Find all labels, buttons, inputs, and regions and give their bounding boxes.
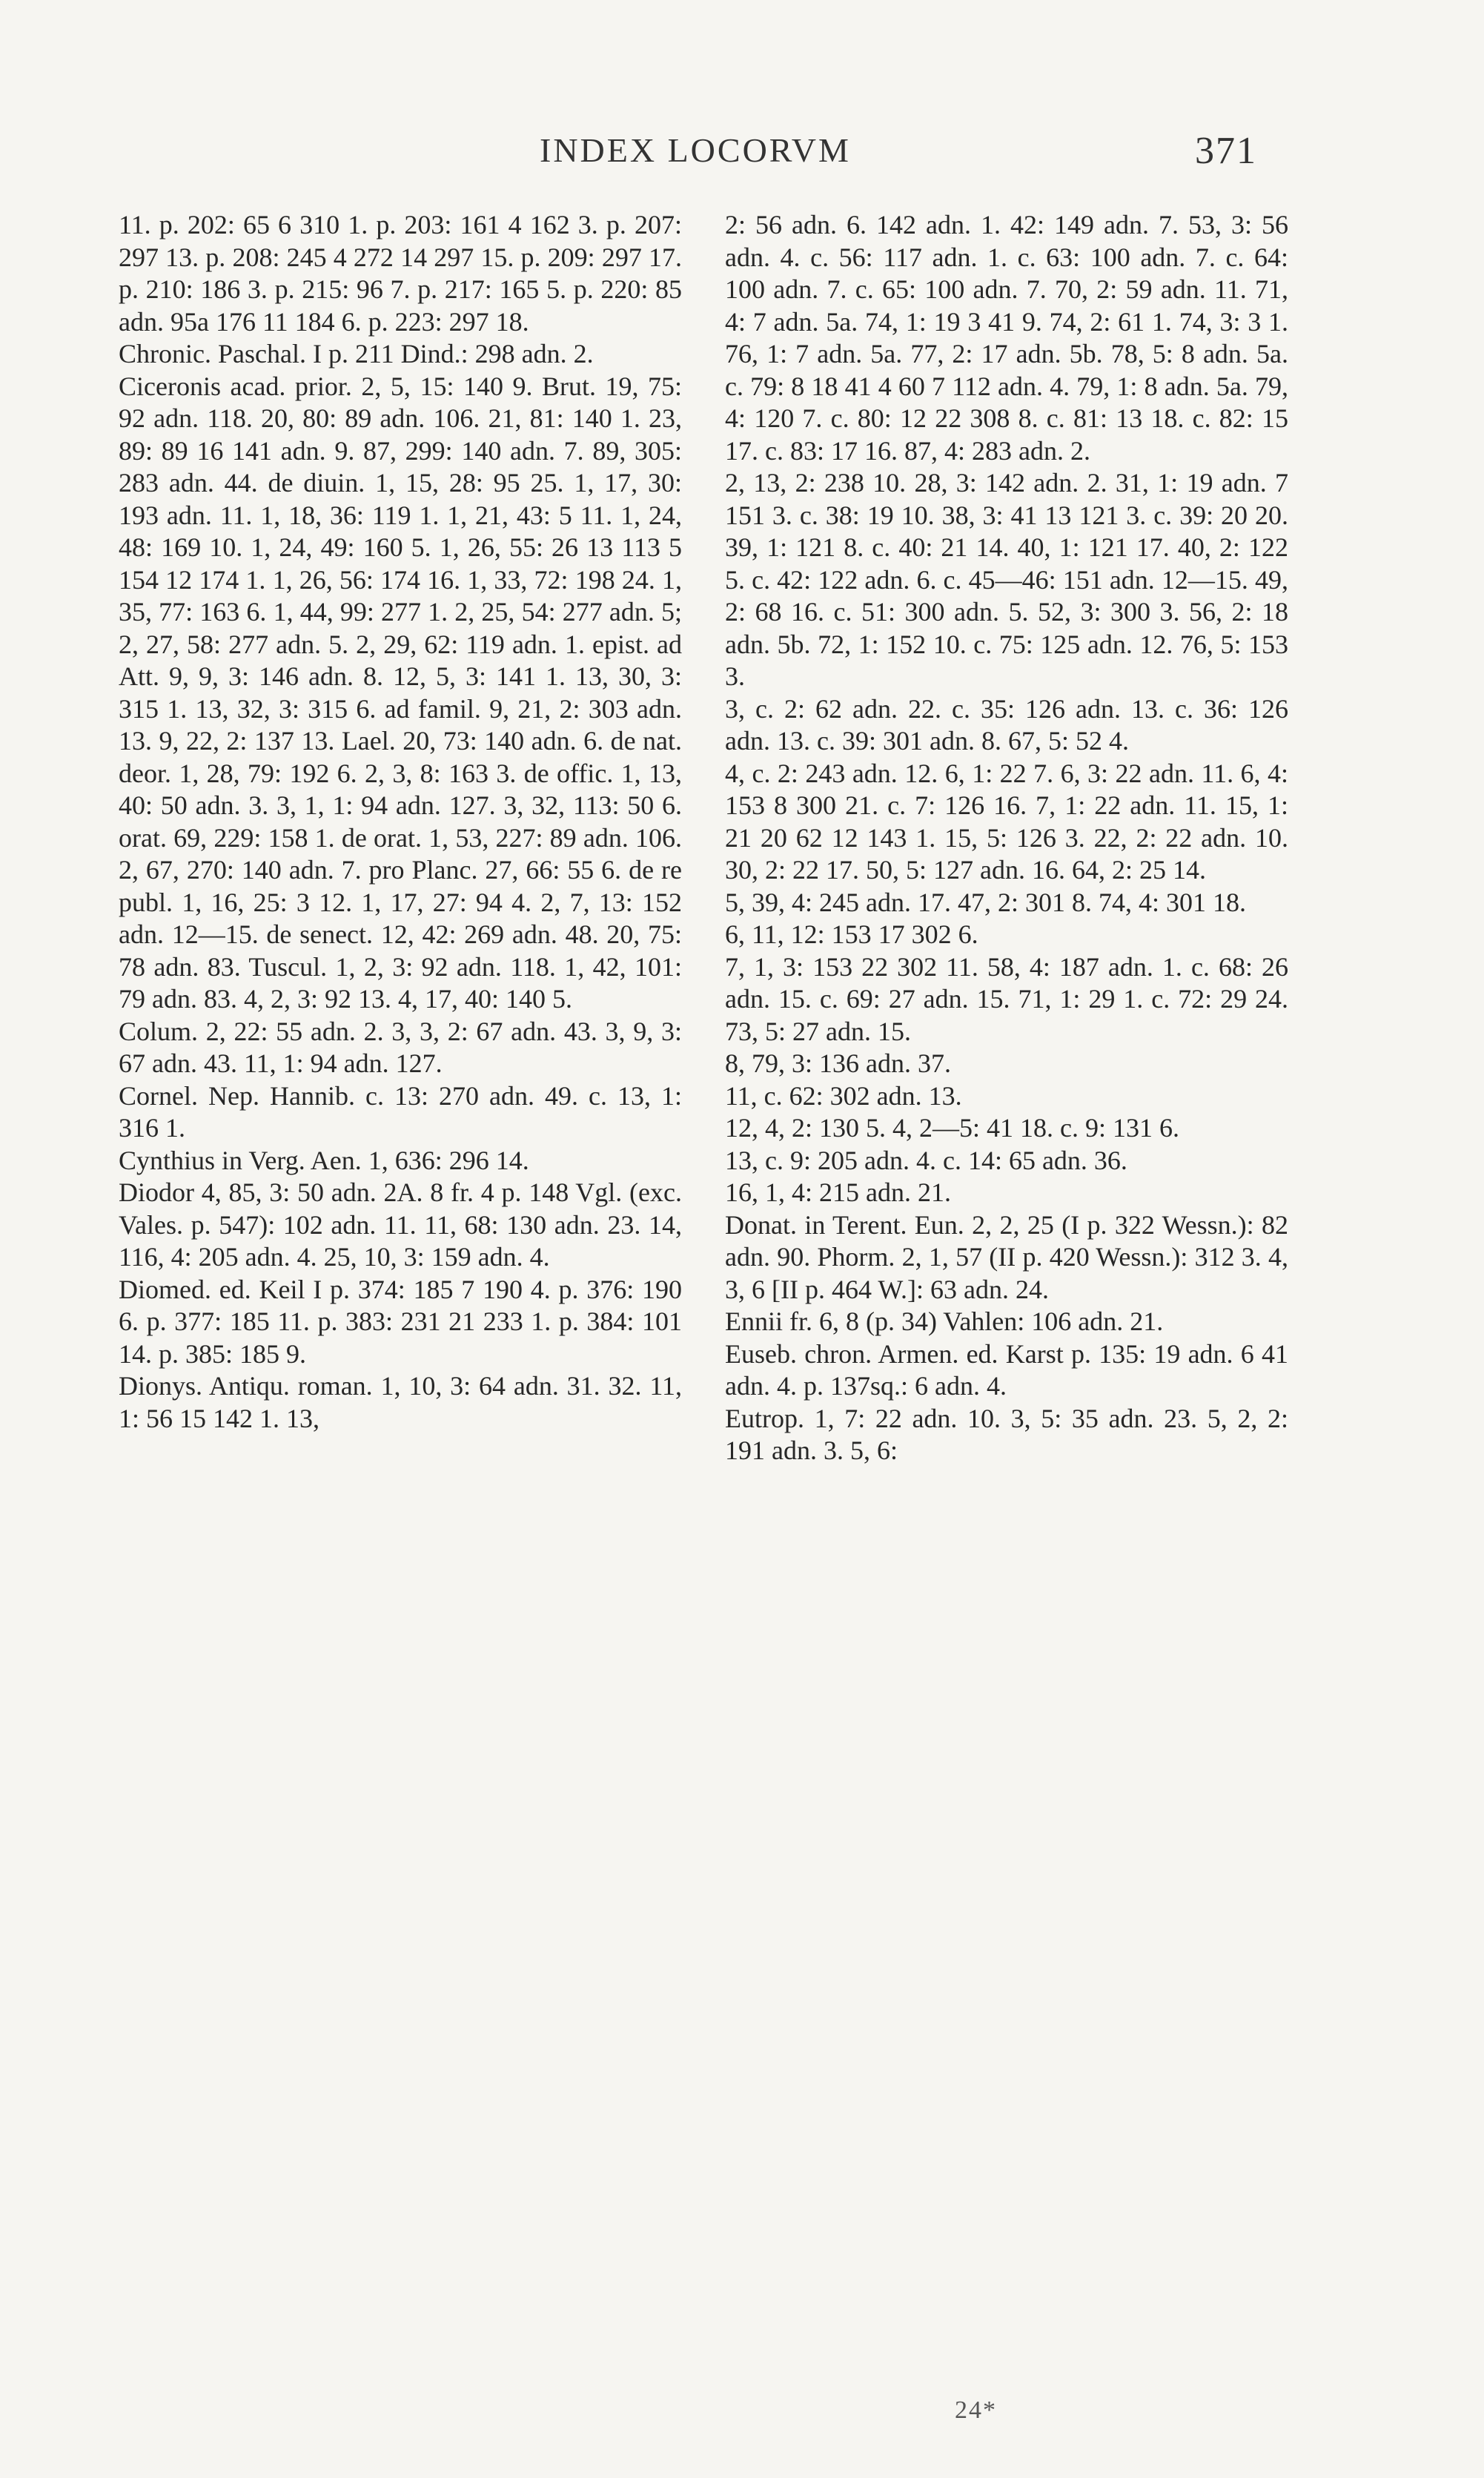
index-entry — [725, 1145, 1288, 1177]
index-entry — [725, 1338, 1288, 1403]
entry-text: 3, c. 2: 62 adn. 22. c. 35: 126 adn. 13. c. 36: 126 adn. 13. c. 39: 301 adn. 8. 67, 5: 52 4. — [725, 693, 1288, 756]
index-entry — [119, 1145, 682, 1177]
index-entry — [725, 1209, 1288, 1306]
page-title: INDEX LOCORVM — [540, 131, 851, 169]
entry-text: Chronic. Paschal. I p. 211 Dind.: 298 adn. 2. — [119, 339, 594, 369]
index-entry — [119, 1080, 682, 1145]
index-entry — [119, 209, 682, 338]
entry-text: 12, 4, 2: 130 5. 4, 2—5: 41 18. c. 9: 131 6. — [725, 1113, 1179, 1143]
index-entry — [725, 951, 1288, 1048]
entry-text: 2, 13, 2: 238 10. 28, 3: 142 adn. 2. 31, 1: 19 adn. 7 151 3. c. 38: 19 10. 38, 3: 41 13 121 3. c. 39: 20 20. 39, 1: 121 8. c. 40: 21 14. 40, 1: 121 17. 40, 2: 122 5. c. 42: 122 adn. 6. c. 45—46: 151 adn. 12—15. 49, 2: 68 16. c. 51: 300 adn. 5. 52, 3: 300 3. 56, 2: 18 adn. 5b. 72, 1: 152 10. c. 75: 125 adn. 12. 76, 5: 153 3. — [725, 468, 1288, 691]
index-entry — [725, 887, 1288, 919]
entry-text: Cornel. Nep. Hannib. c. 13: 270 adn. 49. c. 13, 1: 316 1. — [119, 1080, 682, 1143]
page-number: 371 — [1195, 130, 1257, 172]
entry-text: 4, c. 2: 243 adn. 12. 6, 1: 22 7. 6, 3: 22 adn. 11. 6, 4: 153 8 300 21. c. 7: 126 16. 7, 1: 22 adn. 11. 15, 1: 21 20 62 12 143 1. 15, 5: 126 3. 22, 2: 22 adn. 10. 30, 2: 22 17. 50, 5: 127 adn. 16. 64, 2: 25 14. — [725, 758, 1288, 885]
entry-text: Diomed. ed. Keil I p. 374: 185 7 190 4. p. 376: 190 6. p. 377: 185 11. p. 383: 231 21 233 1. p. 384: 101 14. p. 385: 185 9. — [119, 1274, 682, 1369]
index-entry — [725, 1403, 1288, 1467]
index-entry — [725, 209, 1288, 467]
entry-text: Cynthius in Verg. Aen. 1, 636: 296 14. — [119, 1145, 529, 1175]
signature-mark: 24* — [955, 2396, 997, 2424]
index-entry — [119, 371, 682, 1016]
index-entry — [119, 1274, 682, 1371]
running-head — [0, 130, 1484, 175]
index-entry — [119, 1016, 682, 1080]
index-entry — [725, 467, 1288, 693]
entry-text: 6, 11, 12: 153 17 302 6. — [725, 919, 978, 949]
entry-text: Ciceronis acad. prior. 2, 5, 15: 140 9. Brut. 19, 75: 92 adn. 118. 20, 80: 89 adn. 106. 21, 81: 140 1. 23, 89: 89 16 141 adn. 9. 87, 299: 140 adn. 7. 89, 305: 283 adn. 44. de diuin. 1, 15, 28: 95 25. 1, 17, 30: 193 adn. 11. 1, 18, 36: 119 1. 1, 21, 43: 5 11. 1, 24, 48: 169 10. 1, 24, 49: 160 5. 1, 26, 55: 26 13 113 5 154 12 174 1. 1, 26, 56: 174 16. 1, 33, 72: 198 24. 1, 35, 77: 163 6. 1, 44, 99: 277 1. 2, 25, 54: 277 adn. 5; 2, 27, 58: 277 adn. 5. 2, 29, 62: 119 adn. 1. epist. ad Att. 9, 9, 3: 146 adn. 8. 12, 5, 3: 141 1. 13, 30, 3: 315 1. 13, 32, 3: 315 6. ad famil. 9, 21, 2: 303 adn. 13. 9, 22, 2: 137 13. Lael. 20, 73: 140 adn. 6. de nat. deor. 1, 28, 79: 192 6. 2, 3, 8: 163 3. de offic. 1, 13, 40: 50 adn. 3. 3, 1, 1: 94 adn. 127. 3, 32, 113: 50 6. orat. 69, 229: 158 1. de orat. 1, 53, 227: 89 adn. 106. 2, 67, 270: 140 adn. 7. pro Planc. 27, 66: 55 6. de re publ. 1, 16, 25: 3 12. 1, 17, 27: 94 4. 2, 7, 13: 152 adn. 12—15. de senect. 12, 42: 269 adn. 48. 20, 75: 78 adn. 83. Tuscul. 1, 2, 3: 92 adn. 118. 1, 42, 101: 79 adn. 83. 4, 2, 3: 92 13. 4, 17, 40: 140 5. — [119, 371, 682, 1014]
entry-text: Donat. in Terent. Eun. 2, 2, 25 (I p. 322 Wessn.): 82 adn. 90. Phorm. 2, 1, 57 (II p. 420 Wessn.): 312 3. 4, 3, 6 [II p. 464 W.]: 63 adn. 24. — [725, 1209, 1288, 1304]
left-column — [119, 209, 682, 1435]
index-entry — [725, 758, 1288, 887]
entry-text: 11, c. 62: 302 adn. 13. — [725, 1080, 962, 1111]
entry-text: Euseb. chron. Armen. ed. Karst p. 135: 19 adn. 6 41 adn. 4. p. 137sq.: 6 adn. 4. — [725, 1338, 1288, 1401]
entry-text: 13, c. 9: 205 adn. 4. c. 14: 65 adn. 36. — [725, 1145, 1127, 1175]
index-entry — [725, 1112, 1288, 1145]
entry-text: 2: 56 adn. 6. 142 adn. 1. 42: 149 adn. 7. 53, 3: 56 adn. 4. c. 56: 117 adn. 1. c. 63: 100 adn. 7. c. 64: 100 adn. 7. c. 65: 100 adn. 7. 70, 2: 59 adn. 11. 71, 4: 7 adn. 5a. 74, 1: 19 3 41 9. 74, 2: 61 1. 74, 3: 3 1. 76, 1: 7 adn. 5a. 77, 2: 17 adn. 5b. 78, 5: 8 adn. 5a. c. 79: 8 18 41 4 60 7 112 adn. 4. 79, 1: 8 adn. 5a. 79, 4: 120 7. c. 80: 12 22 308 8. c. 81: 13 18. c. 82: 15 17. c. 83: 17 16. 87, 4: 283 adn. 2. — [725, 210, 1288, 466]
index-entry — [725, 1080, 1288, 1113]
right-column — [725, 209, 1288, 1467]
entry-text: Colum. 2, 22: 55 adn. 2. 3, 3, 2: 67 adn. 43. 3, 9, 3: 67 adn. 43. 11, 1: 94 adn. 127. — [119, 1016, 682, 1078]
index-entry — [725, 1048, 1288, 1080]
index-entry — [119, 338, 682, 371]
entry-text: Ennii fr. 6, 8 (p. 34) Vahlen: 106 adn. 21. — [725, 1306, 1164, 1336]
entry-text: 16, 1, 4: 215 adn. 21. — [725, 1177, 951, 1207]
entry-text: 7, 1, 3: 153 22 302 11. 58, 4: 187 adn. 1. c. 68: 26 adn. 15. c. 69: 27 adn. 15. 71, 1: 29 1. c. 72: 29 24. 73, 5: 27 adn. 15. — [725, 951, 1288, 1046]
index-entry — [725, 1306, 1288, 1338]
entry-text: Dionys. Antiqu. roman. 1, 10, 3: 64 adn. 31. 32. 11, 1: 56 15 142 1. 13, — [119, 1371, 682, 1433]
index-entry — [725, 1177, 1288, 1209]
entry-text: 11. p. 202: 65 6 310 1. p. 203: 161 4 162 3. p. 207: 297 13. p. 208: 245 4 272 14 297 15. p. 209: 297 17. p. 210: 186 3. p. 215: 96 7. p. 217: 165 5. p. 220: 85 adn. 95a 176 11 184 6. p. 223: 297 18. — [119, 210, 682, 337]
entry-text: 8, 79, 3: 136 adn. 37. — [725, 1048, 951, 1078]
entry-text: Diodor 4, 85, 3: 50 adn. 2A. 8 fr. 4 p. 148 Vgl. (exc. Vales. p. 547): 102 adn. 11. 11, 68: 130 adn. 23. 14, 116, 4: 205 adn. 4. 25, 10, 3: 159 adn. 4. — [119, 1177, 682, 1272]
index-entry — [119, 1370, 682, 1435]
index-entry — [725, 919, 1288, 951]
entry-text: Eutrop. 1, 7: 22 adn. 10. 3, 5: 35 adn. 23. 5, 2, 2: 191 adn. 3. 5, 6: — [725, 1403, 1288, 1465]
index-entry — [725, 693, 1288, 758]
index-entry — [119, 1177, 682, 1274]
entry-text: 5, 39, 4: 245 adn. 17. 47, 2: 301 8. 74, 4: 301 18. — [725, 887, 1246, 917]
